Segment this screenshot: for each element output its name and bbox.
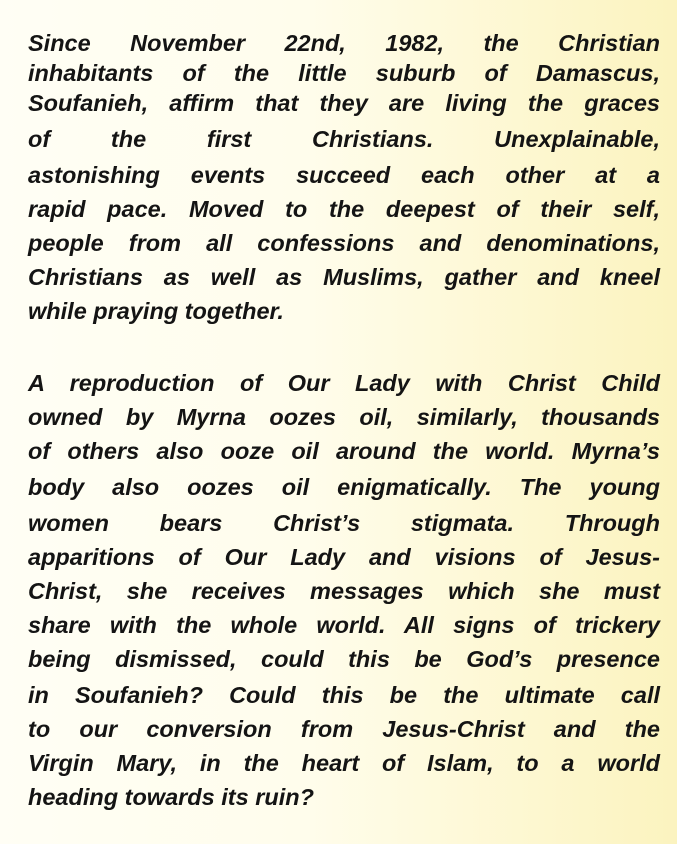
- paragraph-line: Christ, she receives messages which she must: [28, 578, 660, 604]
- paragraph-line: Virgin Mary, in the heart of Islam, to a world: [28, 750, 660, 776]
- paragraph-line: apparitions of Our Lady and visions of Jesus-: [28, 544, 660, 570]
- paragraph-line: astonishing events succeed each other at a: [28, 162, 660, 188]
- paragraph-line: A reproduction of Our Lady with Christ Child: [28, 370, 660, 396]
- paragraph-line: in Soufanieh? Could this be the ultimate call: [28, 682, 660, 708]
- paragraph-line: rapid pace. Moved to the deepest of their self,: [28, 196, 660, 222]
- paragraph-line: to our conversion from Jesus-Christ and the: [28, 716, 660, 742]
- paragraph-line: while praying together.: [28, 298, 284, 324]
- paragraph-line: of the first Christians. Unexplainable,: [28, 126, 660, 152]
- paragraph-line: being dismissed, could this be God’s presence: [28, 646, 660, 672]
- paragraph-line: women bears Christ’s stigmata. Through: [28, 510, 660, 536]
- paragraph-line: owned by Myrna oozes oil, similarly, thousands: [28, 404, 660, 430]
- paragraph-line: share with the whole world. All signs of trickery: [28, 612, 660, 638]
- paragraph-line: inhabitants of the little suburb of Damascus,: [28, 60, 660, 86]
- paragraph-line: heading towards its ruin?: [28, 784, 314, 810]
- paragraph-line: Since November 22nd, 1982, the Christian: [28, 30, 660, 56]
- paragraph-line: people from all confessions and denominations,: [28, 230, 660, 256]
- paragraph-line: body also oozes oil enigmatically. The young: [28, 474, 660, 500]
- paragraph-line: Soufanieh, affirm that they are living the graces: [28, 90, 660, 116]
- paragraph-line: Christians as well as Muslims, gather and kneel: [28, 264, 660, 290]
- paragraph-line: of others also ooze oil around the world. Myrna’s: [28, 438, 660, 464]
